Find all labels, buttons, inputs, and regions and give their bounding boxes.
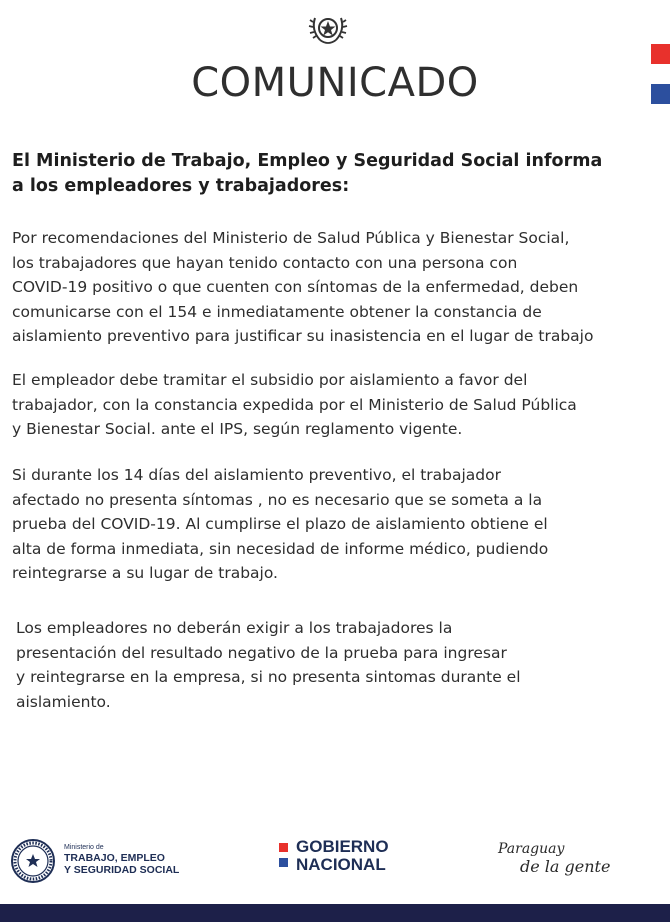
ministry-logo-text (64, 843, 179, 876)
footer-bar (0, 904, 670, 922)
ministry-seal-icon (10, 838, 56, 884)
slogan-line-2: de la gente (520, 857, 611, 876)
ministry-line-1: Ministerio de (64, 844, 104, 851)
gobierno-line-2: NACIONAL (296, 855, 386, 874)
star-laurel-emblem-icon (306, 10, 350, 50)
gobierno-squares-icon (279, 843, 288, 867)
gobierno-nacional-logo (296, 838, 389, 874)
ministry-line-3: Y SEGURIDAD SOCIAL (64, 864, 180, 876)
paragraph-4: Los empleadores no deberán exigir a los trabajadores la presentación del resultado negativo de la prueba para ingresar y reintegrarse en la empresa, si no presenta sintomas durante el aislamiento. (16, 619, 521, 711)
paragraph-3: Si durante los 14 días del aislamiento preventivo, el trabajador afectado no presenta síntomas , no es necesario que se someta a la prueba del COVID-19. Al cumplirse el plazo de aislamiento obtiene el alta de forma inmediata, sin necesidad de informe médico, pudiendo reintegrarse a su lugar de trabajo. (12, 466, 549, 582)
slogan-line-1: Paraguay (498, 841, 565, 857)
slogan-logo (498, 840, 610, 876)
announcement-heading: El Ministerio de Trabajo, Empleo y Seguridad Social informa a los empleadores y trabajadores: (12, 151, 603, 196)
gobierno-line-1: GOBIERNO (296, 837, 389, 856)
flag-red-stripe (651, 44, 670, 64)
paragraph-1: Por recomendaciones del Ministerio de Salud Pública y Bienestar Social, los trabajadores que hayan tenido contacto con una persona con COVID-19 positivo o que cuenten con síntomas de la enfermedad, deben comunicarse con el 154 e inmediatamente obtener la constancia de aislamiento preventivo para justificar su inasistencia en el lugar de trabajo (12, 229, 594, 345)
flag-blue-stripe (651, 84, 670, 104)
paragraph-2: El empleador debe tramitar el subsidio por aislamiento a favor del trabajador, con la constancia expedida por el Ministerio de Salud Pública y Bienestar Social. ante el IPS, según reglamento vigente. (12, 371, 577, 438)
ministry-line-2: TRABAJO, EMPLEO (64, 852, 165, 864)
page-title: COMUNICADO (191, 60, 479, 106)
